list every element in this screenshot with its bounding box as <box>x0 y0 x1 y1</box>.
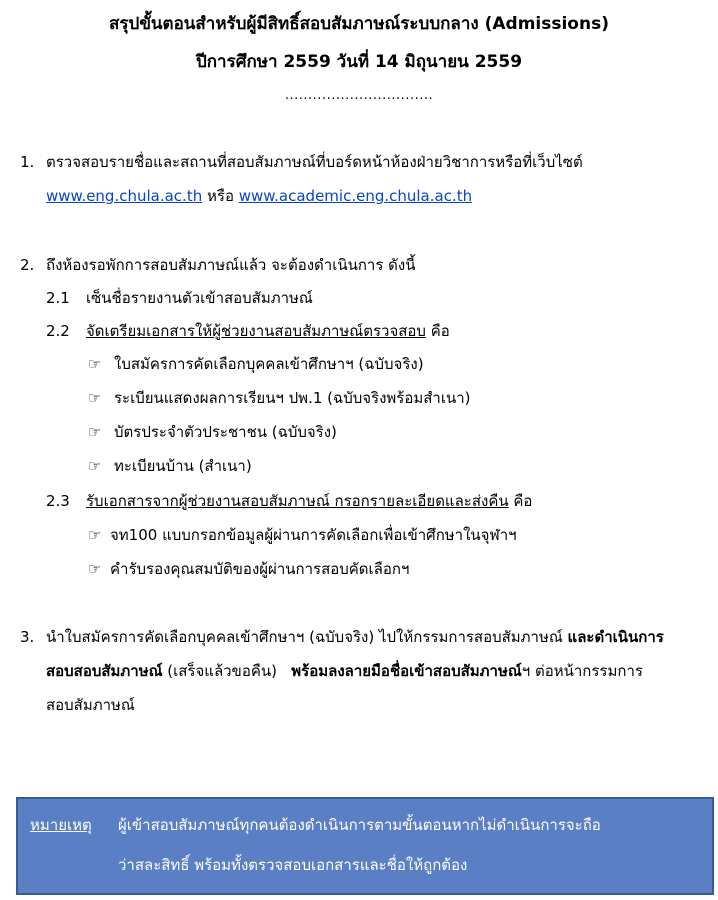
pointing-hand-icon: ☞ <box>88 560 102 578</box>
page-title-line2: ปีการศึกษา 2559 วันที่ 14 มิถุนายน 2559 <box>195 52 523 72</box>
step2-1-number: 2.1 <box>46 289 70 307</box>
doc-item-label: ทะเบียนบ้าน (สำเนา) <box>114 457 252 475</box>
eng-website-link[interactable]: www.eng.chula.ac.th <box>46 187 203 205</box>
step2-3-text <box>86 491 532 511</box>
doc-item <box>88 422 337 442</box>
form-item <box>88 525 517 545</box>
pointing-hand-icon: ☞ <box>88 389 102 407</box>
step2-text: ถึงห้องรอพักการสอบสัมภาษณ์แล้ว จะต้องดำเนินการ ดังนี้ <box>46 256 416 274</box>
step3-line2 <box>46 661 643 681</box>
form-item-label: จท100 แบบกรอกข้อมูลผู้ผ่านการคัดเลือกเพื่อเข้าศึกษาในจุฬาฯ <box>110 526 517 544</box>
form-item-label: คำรับรองคุณสมบัติของผู้ผ่านการสอบคัดเลือกฯ <box>110 560 410 578</box>
step2-2-tail: คือ <box>425 322 450 340</box>
step1-links <box>46 186 472 206</box>
step1-or-text: หรือ <box>207 187 234 205</box>
doc-item <box>88 354 424 374</box>
step3-line2-normal2: ฯ ต่อหน้ากรรมการ <box>521 662 643 680</box>
step3-line2-normal1: (เสร็จแล้วขอคืน) <box>162 662 292 680</box>
doc-item <box>88 456 252 476</box>
step2-3-underlined: รับเอกสารจากผู้ช่วยงานสอบสัมภาษณ์ กรอกรายละเอียดและส่งคืน <box>86 492 509 510</box>
step3-line1-bold: และดำเนินการ <box>567 628 664 646</box>
step3-line3: สอบสัมภาษณ์ <box>46 696 135 714</box>
doc-item-label: บัตรประจำตัวประชาชน (ฉบับจริง) <box>114 423 337 441</box>
step2-2-text <box>86 321 450 341</box>
title-divider-dots: ................................ <box>284 88 434 103</box>
step1-number: 1. <box>20 153 35 171</box>
step3-line2-bold2: พร้อมลงลายมือชื่อเข้าสอบสัมภาษณ์ <box>291 662 522 680</box>
step3-line2-bold1: สอบสอบสัมภาษณ์ <box>46 662 163 680</box>
doc-item <box>88 388 471 408</box>
step2-1-text: เซ็นชื่อรายงานตัวเข้าสอบสัมภาษณ์ <box>86 289 313 307</box>
pointing-hand-icon: ☞ <box>88 423 102 441</box>
step2-2-number: 2.2 <box>46 322 70 340</box>
doc-item-label: ระเบียนแสดงผลการเรียนฯ ปพ.1 (ฉบับจริงพร้อมสำเนา) <box>114 389 471 407</box>
form-item <box>88 559 409 579</box>
pointing-hand-icon: ☞ <box>88 526 102 544</box>
step2-3-tail: คือ <box>508 492 533 510</box>
step2-number: 2. <box>20 256 35 274</box>
step3-number: 3. <box>20 628 35 646</box>
pointing-hand-icon: ☞ <box>88 457 102 475</box>
note-label: หมายเหตุ <box>30 816 92 834</box>
step1-text: ตรวจสอบรายชื่อและสถานที่สอบสัมภาษณ์ที่บอร์ดหน้าห้องฝ่ายวิชาการหรือที่เว็บไซต์ <box>46 153 583 171</box>
step3-line1 <box>46 627 664 647</box>
pointing-hand-icon: ☞ <box>88 355 102 373</box>
step2-3-number: 2.3 <box>46 492 70 510</box>
note-line1: ผู้เข้าสอบสัมภาษณ์ทุกคนต้องดำเนินการตามขั้นตอนหากไม่ดำเนินการจะถือ <box>118 816 601 834</box>
step3-line1-normal: นำใบสมัครการคัดเลือกบุคคลเข้าศึกษาฯ (ฉบับจริง) ไปให้กรรมการสอบสัมภาษณ์ <box>46 628 568 646</box>
note-box <box>16 797 714 895</box>
step2-2-underlined: จัดเตรียมเอกสารให้ผู้ช่วยงานสอบสัมภาษณ์ตรวจสอบ <box>86 322 426 340</box>
page-title-line1: สรุปขั้นตอนสำหรับผู้มีสิทธิ์สอบสัมภาษณ์ระบบกลาง (Admissions) <box>109 14 609 34</box>
academic-website-link[interactable]: www.academic.eng.chula.ac.th <box>238 187 473 205</box>
note-line2: ว่าสละสิทธิ์ พร้อมทั้งตรวจสอบเอกสารและชื่อให้ถูกต้อง <box>118 856 468 874</box>
doc-item-label: ใบสมัครการคัดเลือกบุคคลเข้าศึกษาฯ (ฉบับจริง) <box>114 355 424 373</box>
